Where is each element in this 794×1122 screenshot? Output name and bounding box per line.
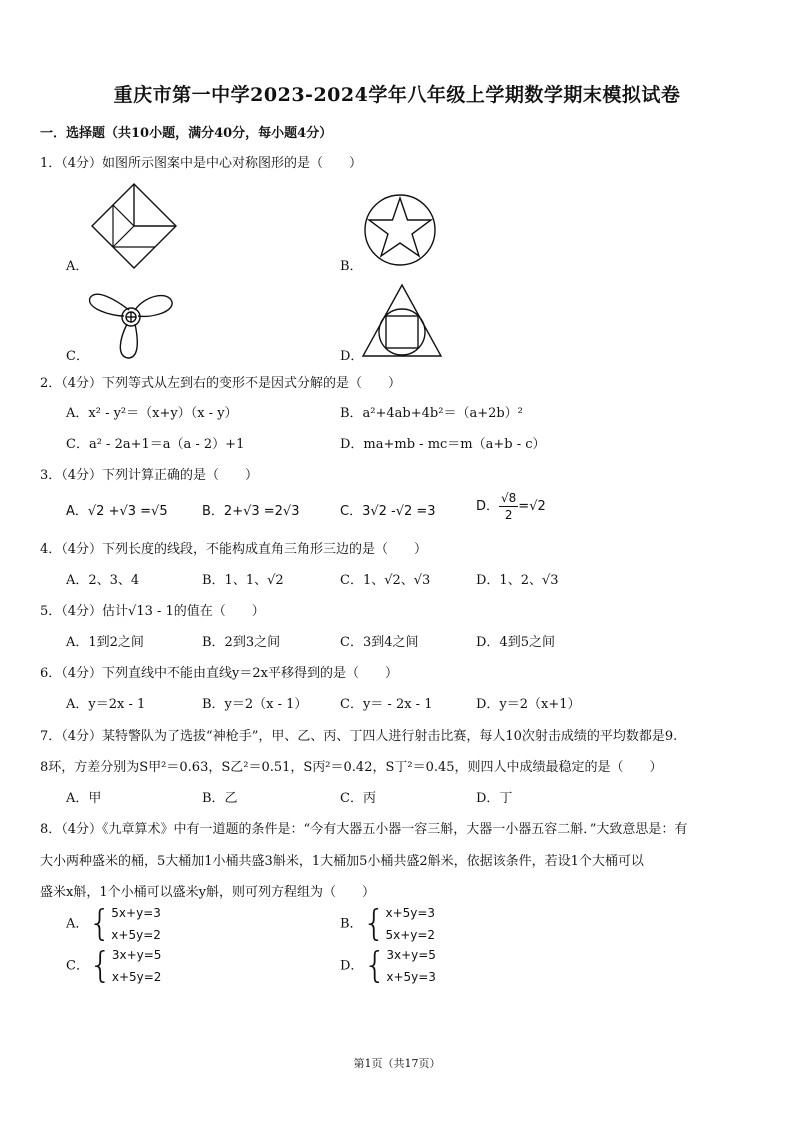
page-footer: 第1页（共17页） [353, 1057, 441, 1070]
q5-stem: 5．（4分）估计√13 - 1的值在（ ） [40, 604, 265, 619]
brace-icon: { [88, 945, 112, 986]
q8-option-d [340, 944, 436, 988]
q1-figure-d [360, 282, 444, 360]
page-title: 重庆市第一中学2023-2024学年八年级上学期数学期末模拟试卷 [113, 84, 681, 106]
brace-icon: { [88, 903, 112, 944]
q3-option-d-fraction [499, 490, 518, 523]
equation: 3x+y=5 [111, 948, 162, 962]
q3-stem: 3．（4分）下列计算正确的是（ ） [40, 468, 259, 483]
q8-line3: 盛米x斛，1个小桶可以盛米y斛，则可列方程组为（ ） [40, 885, 375, 900]
q7-line2: 8环，方差分别为S甲²＝0.63，S乙²＝0.51，S丙²＝0.42，S丁²＝0.45，则四人中成绩最稳定的是（ ） [40, 760, 663, 775]
q1-figure-b [362, 192, 438, 268]
q2-stem: 2．（4分）下列等式从左到右的变形不是因式分解的是（ ） [40, 376, 402, 391]
q4-stem: 4．（4分）下列长度的线段，不能构成直角三角形三边的是（ ） [40, 542, 428, 557]
q2-option-a: A．x² - y²＝（x+y）（x - y） [66, 406, 238, 421]
q7-option-b: B．乙 [202, 791, 238, 806]
q5-option-a: A．1到2之间 [66, 635, 144, 650]
q8-option-b-label: B． [340, 916, 363, 932]
q8-option-d-label: D． [340, 958, 364, 974]
q3-option-a: A．√2 +√3 =√5 [66, 504, 168, 519]
equation: x+5y=2 [111, 970, 162, 984]
q7-option-c: C．丙 [340, 791, 376, 806]
q7-option-d: D．丁 [476, 791, 513, 806]
q3-option-d-label: D． [476, 499, 500, 514]
q3-option-d [476, 490, 546, 523]
q3-option-d-rest: =√2 [518, 499, 546, 514]
q1-stem: 1．（4分）如图所示图案中是中心对称图形的是（ ） [40, 156, 363, 171]
equation: 5x+y=2 [385, 928, 436, 942]
q1-label-d: D． [340, 349, 364, 364]
q6-option-b: B．y＝2（x - 1） [202, 697, 308, 712]
q8-option-b-system [385, 902, 435, 946]
q5-option-c: C．3到4之间 [340, 635, 419, 650]
q8-option-d-system [386, 944, 436, 988]
equation: x+5y=3 [385, 906, 436, 920]
equation: x+5y=2 [111, 928, 161, 942]
q8-option-c-system [112, 944, 162, 988]
q6-stem: 6．（4分）下列直线中不能由直线y＝2x平移得到的是（ ） [40, 666, 398, 681]
brace-icon: { [362, 903, 386, 944]
q7-option-a: A．甲 [66, 791, 102, 806]
q4-option-a: A．2、3、4 [66, 573, 140, 588]
q8-option-b [340, 902, 435, 946]
q3-option-b: B．2+√3 =2√3 [202, 504, 300, 519]
q1-label-b: B． [340, 259, 363, 274]
q5-option-b: B．2到3之间 [202, 635, 281, 650]
section-heading: 一．选择题（共10小题，满分40分，每小题4分） [40, 126, 333, 141]
q3-option-d-denominator: 2 [504, 508, 513, 522]
q4-option-b: B．1、1、√2 [202, 573, 284, 588]
q2-option-b: B．a²+4ab+4b²＝（a+2b）² [340, 406, 523, 421]
q8-option-a-system [111, 902, 161, 946]
q6-option-c: C．y＝ - 2x - 1 [340, 697, 433, 712]
q1-figure-a [88, 180, 180, 272]
q2-option-d: D．ma+mb - mc＝m（a+b - c） [340, 437, 546, 452]
equation: 3x+y=5 [386, 948, 436, 962]
q8-option-a-label: A． [66, 916, 89, 932]
q1-label-c: C． [66, 349, 89, 364]
q3-option-d-numerator: √8 [501, 491, 517, 505]
q1-figure-c [86, 278, 176, 360]
brace-icon: { [363, 945, 387, 986]
q8-line1: 8．（4分）《九章算术》中有一道题的条件是：“今有大器五小器一容三斛，大器一小器五容二斛．”大致意思是：有 [40, 822, 688, 837]
q3-option-c: C．3√2 -√2 =3 [340, 504, 436, 519]
equation: 5x+y=3 [111, 906, 161, 920]
q5-option-d: D．4到5之间 [476, 635, 555, 650]
q8-line2: 大小两种盛米的桶，5大桶加1小桶共盛3斛米，1大桶加5小桶共盛2斛米，依据该条件，若设1个大桶可以 [40, 854, 644, 869]
q8-option-c-label: C． [66, 958, 89, 974]
q6-option-a: A．y＝2x - 1 [66, 697, 146, 712]
equation: x+5y=3 [386, 970, 436, 984]
q8-option-a [66, 902, 161, 946]
q7-line1: 7．（4分）某特警队为了选拔“神枪手”，甲、乙、丙、丁四人进行射击比赛，每人10次射击成绩的平均数都是9. [40, 729, 678, 744]
q1-label-a: A． [66, 259, 89, 274]
q2-option-c: C．a² - 2a+1＝a（a - 2）+1 [66, 437, 245, 452]
q6-option-d: D．y＝2（x+1） [476, 697, 581, 712]
q4-option-d: D．1、2、√3 [476, 573, 559, 588]
q4-option-c: C．1、√2、√3 [340, 573, 431, 588]
q8-option-c [66, 944, 161, 988]
